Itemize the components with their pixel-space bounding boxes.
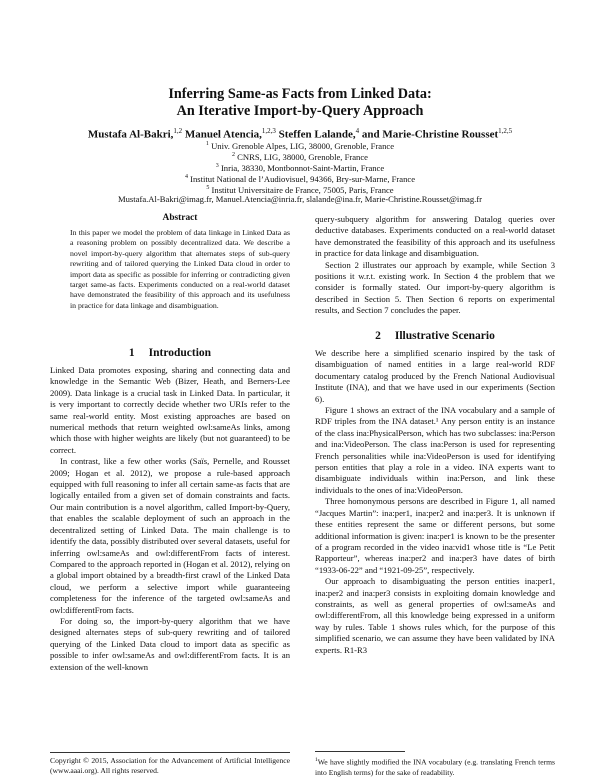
paragraph: Linked Data promotes exposing, sharing and connecting data and knowledge in the Semantic Web (Bizer, Heath, and Berners-Lee 2009). Data linkage is a crucial task in Linked Data. In particular, it is very important to correctly decide whether two URIs refer to the same real-world entity. Most existing approaches are based on numerical methods that return weighted owl:sameAs links, among which those with higher weights are likely (but not guaranteed) to be correct. xyxy=(50,365,290,455)
affiliation-marker: 3 xyxy=(215,163,219,169)
section-title: Illustrative Scenario xyxy=(394,330,495,342)
affiliation-text: Institut National de l’Audiovisuel, 94366, Bry-sur-Marne, France xyxy=(190,173,416,184)
paragraph: query-subquery algorithm for answering Datalog queries over deductive databases. Experiments conducted on a real-world dataset have demonstrated the feasibility of this approach and its usefulness in practice for data linkage and disambiguation. xyxy=(315,214,555,259)
affiliation-marker: 1 xyxy=(205,141,209,147)
author-name: and Marie-Christine Rousset xyxy=(361,128,499,141)
author-affiliation-marker: 1,2,3 xyxy=(261,127,276,135)
affiliation-marker: 4 xyxy=(184,174,188,180)
author-emails: Mustafa.Al-Bakri@imag.fr, Manuel.Atencia@inria.fr, slalande@ina.fr, Marie-Christine.Rousset@imag.fr xyxy=(117,194,482,204)
affiliation-text: Inria, 38330, Montbonnot-Saint-Martin, France xyxy=(220,162,385,173)
copyright-rule xyxy=(50,752,290,753)
right-column-intro xyxy=(315,214,555,317)
left-column-body xyxy=(50,365,290,673)
paragraph: For doing so, the import-by-query algorithm that we have designed alternates steps of sub-query rewriting and of tailored querying of the Linked Data cloud to import data as specific as possible to infer owl:sameAs and owl:differentFrom facts. It is an extension of the well-known xyxy=(50,615,290,672)
author-affiliation-marker: 4 xyxy=(355,127,360,135)
affiliation-text: CNRS, LIG, 38000, Grenoble, France xyxy=(237,151,368,162)
footnote-rule xyxy=(315,751,405,752)
abstract-heading: Abstract xyxy=(162,213,198,223)
author-name: Manuel Atencia, xyxy=(184,128,262,141)
paragraph: Three homonymous persons are described in Figure 1, all named “Jacques Martin”: ina:per1, ina:per2 and ina:per3. It is unknown if these entities represent the same or different persons, but some additional information is given: ina:per1 is known to be the presenter of a program recorded in the video ina:vid1 whose title is “Le Petit Rapporteur”, whereas ina:per2 and ina:per3 have dates of birth “1933-06-22” and “1921-09-25”, respectively. xyxy=(315,496,555,575)
copyright-notice: Copyright © 2015, Association for the Advancement of Artificial Intelligence (www.aaai.org). All rights reserved. xyxy=(50,756,290,775)
author-affiliation-marker: 1,2 xyxy=(173,127,183,135)
paragraph: Figure 1 shows an extract of the INA vocabulary and a sample of RDF triples from the INA dataset.¹ Any person entity is an instance of the class ina:PhysicalPerson, which has two subclasses: ina:Person and ina:VideoPerson. The class ina:Person is used for representing French personalities while ina:VideoPerson is used for identifying person entities that play a role in a video. INA experts want to disambiguate individuals within ina:Person, and link these individuals to the ones of ina:VideoPerson. xyxy=(315,405,555,495)
affiliation-text: Univ. Grenoble Alpes, LIG, 38000, Grenoble, France xyxy=(211,140,395,151)
abstract-text: In this paper we model the problem of data linkage in Linked Data as a reasoning problem on possibly decentralized data. We describe a novel import-by-query algorithm that alternates steps of sub-query rewriting and of tailored querying the Linked Data cloud in order to import data as specific as possible for inferring or contradicting given target same-as facts. Experiments conducted on a real-world dataset have demonstrated the feasibility of this approach and its usefulness in practice for data linkage and disambiguation. xyxy=(70,228,290,310)
author-name: Mustafa Al-Bakri, xyxy=(87,128,174,141)
paper-title-line-2: An Iterative Import-by-Query Approach xyxy=(176,103,424,119)
affiliation-marker: 2 xyxy=(232,152,236,158)
paragraph: In contrast, like a few other works (Saïs, Pernelle, and Rousset 2009; Hogan et al. 2012), we propose a rule-based approach equipped with full reasoning to infer all certain same-as facts that are logically entailed from a given set of domain constraints and facts. Our main contribution is a novel algorithm, called Import-by-Query, that enables the scalable deployment of such an approach in the decentralized setting of Linked Data. The main challenge is to identify the data, possibly distributed over several datasets, useful for inferring owl:sameAs and owl:differentFrom facts of interest. Compared to the approach reported in (Hogan et al. 2012), relying on a global import obtained by a breadth-first crawl of the Linked Data cloud, we perform a selective import while guaranteeing completeness for the inference of the targeted owl:sameAs and owl:differentFrom facts. xyxy=(50,456,290,615)
footnote-text: We have slightly modified the INA vocabulary (e.g. translating French terms into English terms) for the sake of readability. xyxy=(315,757,555,777)
section-1-heading xyxy=(50,347,290,359)
paragraph: We describe here a simplified scenario inspired by the task of disambiguation of named entities in a large real-world RDF documentary catalog produced by the French National Audiovisual Institute (INA), and that we have used in our experiments (Section 6). xyxy=(315,348,555,404)
paragraph: Section 2 illustrates our approach by example, while Section 3 positions it w.r.t. existing work. In Section 4 the problem that we consider is formally stated. Our import-by-query algorithm is described in Section 5. Then Section 6 reports on experimental results, and Section 7 concludes the paper. xyxy=(315,259,555,316)
right-column-body xyxy=(315,348,555,656)
footnote xyxy=(315,755,555,778)
section-title: Introduction xyxy=(148,347,212,359)
section-2-heading xyxy=(315,330,555,342)
paragraph: Our approach to disambiguating the person entities ina:per1, ina:per2 and ina:per3 consists in exploiting domain knowledge and constraints, as well as general properties of owl:sameAs and owl:differentFrom, all this knowledge being expressed in a uniform way by rules. Table 1 shows rules which, for the purpose of this simplified scenario, we can assume they have been validated by INA experts. R1-R3 xyxy=(315,576,555,655)
affiliation-text: Institut Universitaire de France, 75005, Paris, France xyxy=(211,184,394,195)
affiliation-marker: 5 xyxy=(206,185,210,191)
author-name: Steffen Lalande, xyxy=(278,128,356,141)
author-affiliation-marker: 1,2,5 xyxy=(498,127,513,135)
footnote-marker: 1 xyxy=(315,757,318,763)
section-number: 2 xyxy=(375,330,381,342)
paper-title-line-1: Inferring Same-as Facts from Linked Data: xyxy=(168,86,432,102)
section-number: 1 xyxy=(128,347,135,359)
